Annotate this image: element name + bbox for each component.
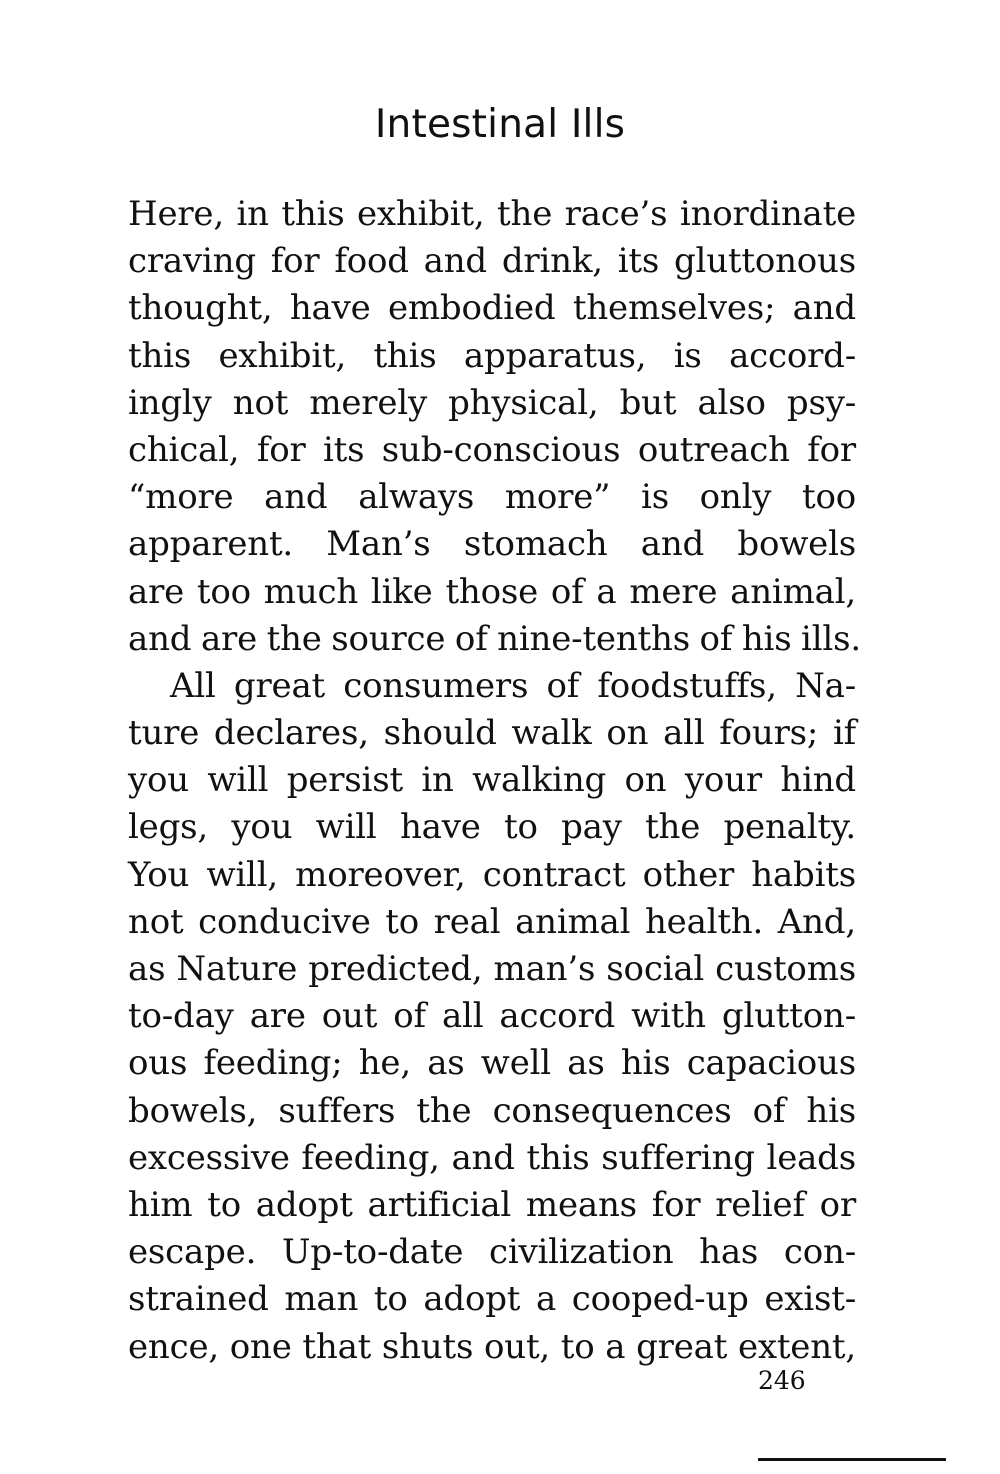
text-line: “more and always more” is only too [128,477,856,518]
text-line: ture declares, should walk on all fours; if [128,713,856,754]
text-line: legs, you will have to pay the penalty. [128,807,856,848]
text-line: Here, in this exhibit, the race’s inordinate [128,194,856,234]
text-line: ingly not merely physical, but also psy- [128,382,856,423]
text-line: are too much like those of a mere animal, [128,571,856,612]
text-line: apparent. Man’s stomach and bowels [128,524,856,565]
text-line: All great consumers of foodstuffs, Na- [170,665,856,706]
page-number: 246 [758,1366,806,1395]
paragraph-1 [128,191,861,663]
bottom-rule [758,1458,946,1461]
text-line: ous feeding; he, as well as his capacious [128,1043,856,1084]
text-line: chical, for its sub-conscious outreach for [128,429,856,470]
text-line: and are the source of nine-tenths of his ills. [128,618,861,659]
text-line: to-day are out of all accord with glutton- [128,996,856,1037]
text-line: not conducive to real animal health. And, [128,901,856,942]
text-line: craving for food and drink, its gluttonous [128,241,856,282]
text-line: excessive feeding, and this suffering leads [128,1137,856,1178]
text-line: thought, have embodied themselves; and [128,288,856,329]
text-line: you will persist in walking on your hind [128,760,856,801]
text-line: him to adopt artificial means for relief or [128,1184,856,1225]
text-line: You will, moreover, contract other habits [128,854,856,895]
text-line: ence, one that shuts out, to a great extent, [128,1326,856,1367]
text-line: this exhibit, this apparatus, is accord- [128,335,856,376]
paragraph-2 [128,663,856,1371]
text-line: strained man to adopt a cooped-up exist- [128,1279,856,1320]
text-line: as Nature predicted, man’s social customs [128,949,856,989]
text-line: escape. Up-to-date civilization has con- [128,1232,856,1273]
text-line: bowels, suffers the consequences of his [128,1090,856,1131]
body-text [128,191,861,1371]
running-head: Intestinal Ills [374,102,626,147]
